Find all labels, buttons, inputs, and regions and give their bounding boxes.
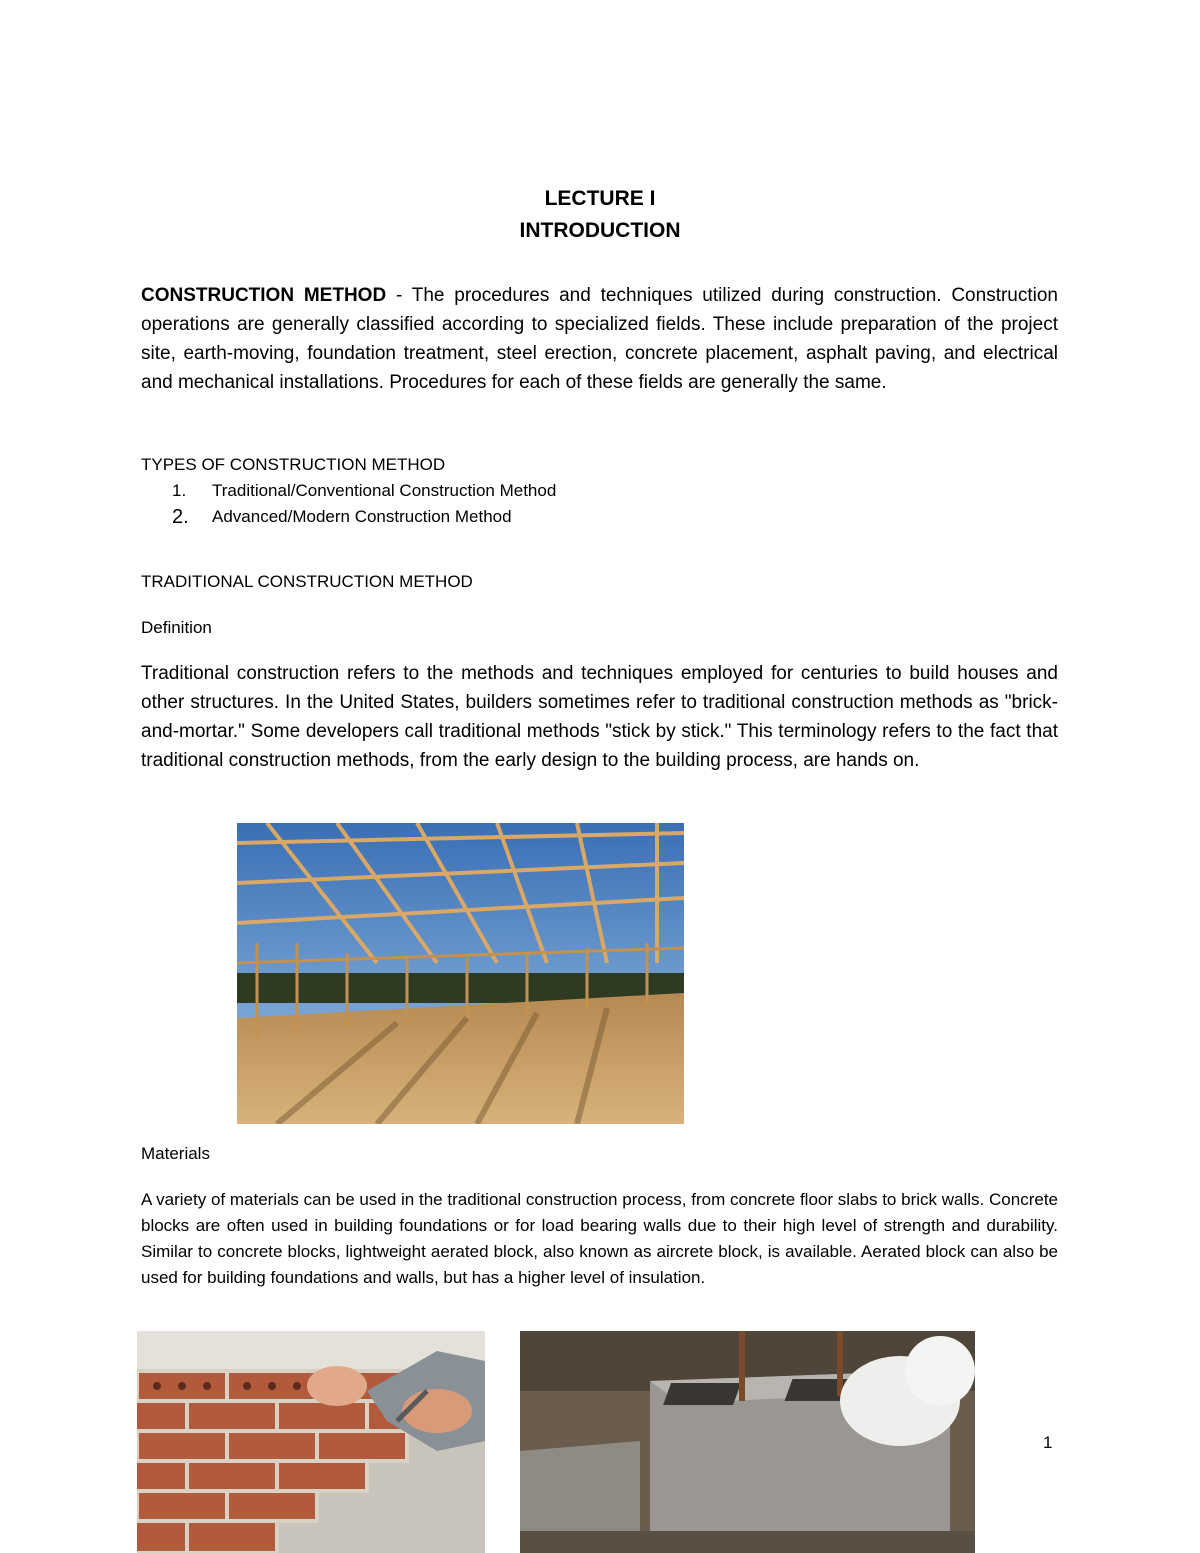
- traditional-heading: TRADITIONAL CONSTRUCTION METHOD: [141, 572, 473, 591]
- concrete-block-photo: [520, 1331, 975, 1553]
- definition-paragraph: Traditional construction refers to the methods and techniques employed for centuries to build houses and other structures. In the United States, builders sometimes refer to traditional construction methods as "brick-and-mortar." Some developers call traditional methods "stick by stick." This terminology refers to the fact that traditional construction methods, from the early design to the building process, are hands on.: [141, 663, 1058, 771]
- list-number: 1.: [172, 481, 187, 500]
- types-heading: TYPES OF CONSTRUCTION METHOD: [141, 455, 446, 474]
- definition-heading: Definition: [141, 618, 212, 637]
- brick-laying-photo: [137, 1331, 485, 1553]
- list-number: 2.: [172, 506, 189, 528]
- materials-heading: Materials: [141, 1144, 210, 1163]
- page-number: 1: [1043, 1433, 1053, 1452]
- list-label: Traditional/Conventional Construction Method: [212, 481, 557, 500]
- list-item: [172, 504, 556, 530]
- intro-paragraph: [141, 281, 1058, 397]
- lecture-title: LECTURE I: [544, 187, 656, 210]
- materials-paragraph: A variety of materials can be used in the traditional construction process, from concrete floor slabs to brick walls. Concrete blocks are often used in building foundations or for load bearing walls due to their high level of strength and durability. Similar to concrete blocks, lightweight aerated block, also known as aircrete block, is available. Aerated block can also be used for building foundations and walls, but has a higher level of insulation.: [141, 1190, 1058, 1287]
- lecture-subtitle: INTRODUCTION: [519, 219, 681, 242]
- intro-term: CONSTRUCTION METHOD: [141, 285, 387, 306]
- list-item: [172, 478, 556, 504]
- timber-frame-photo: [237, 823, 684, 1124]
- list-label: Advanced/Modern Construction Method: [212, 507, 512, 526]
- intro-text: - The procedures and techniques utilized during construction. Construction operations are generally classified according to specialized fields. These include preparation of the project site, earth-moving, foundation treatment, steel erection, concrete placement, asphalt paving, and electrical and mechanical installations. Procedures for each of these fields are generally the same.: [141, 285, 1059, 393]
- types-list: [172, 478, 556, 530]
